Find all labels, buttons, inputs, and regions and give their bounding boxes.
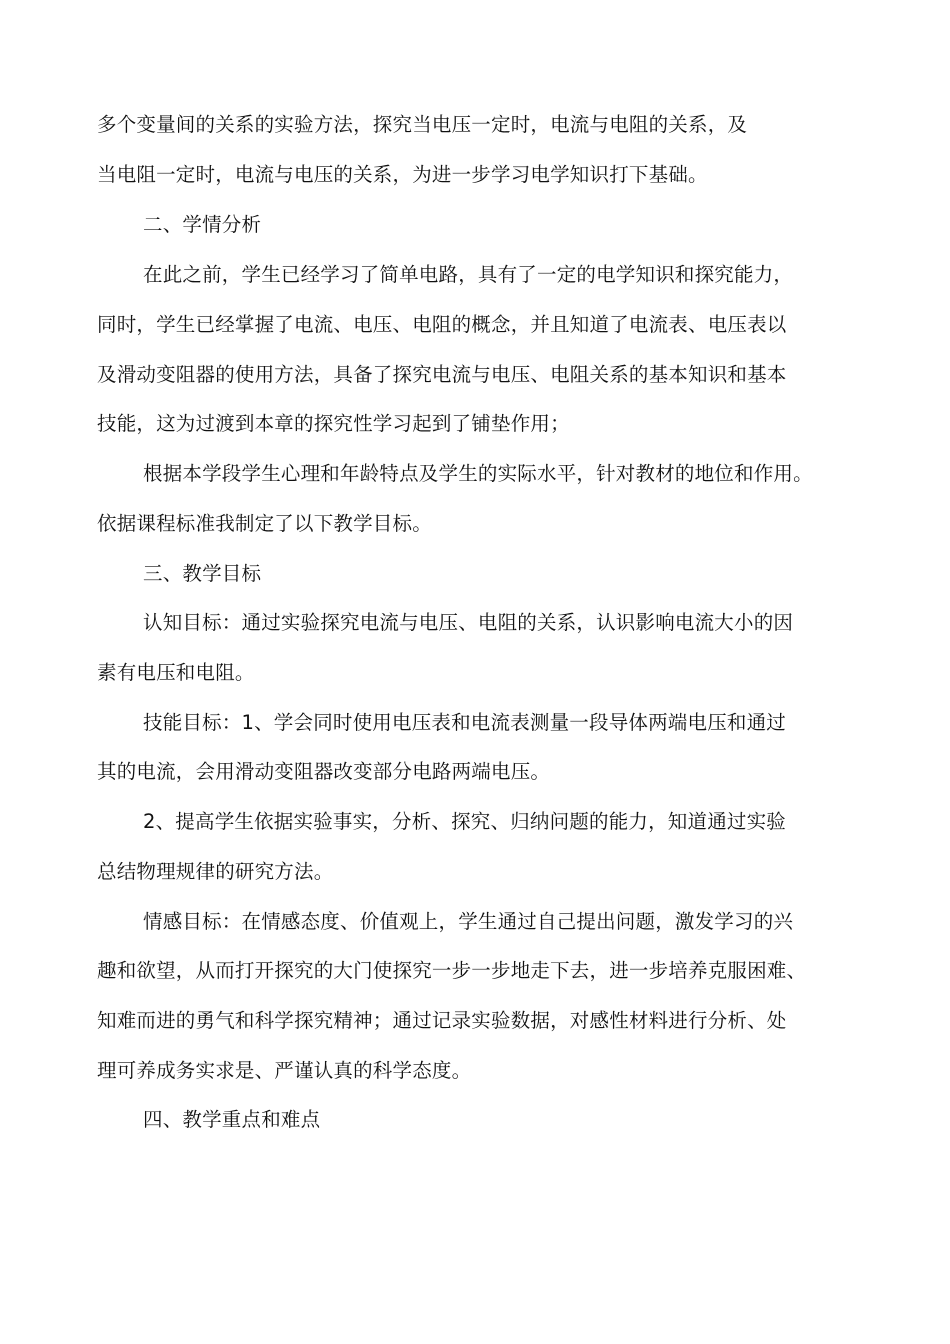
section-heading-student-analysis: 二、学情分析 <box>143 213 262 236</box>
paragraph-line: 理可养成务实求是、严谨认真的科学态度。 <box>97 1059 472 1082</box>
paragraph-line: 及滑动变阻器的使用方法，具备了探究电流与电压、电阻关系的基本知识和基本 <box>97 363 787 386</box>
paragraph-line: 技能目标：1、学会同时使用电压表和电流表测量一段导体两端电压和通过 <box>143 711 787 734</box>
paragraph-line: 技能，这为过渡到本章的探究性学习起到了铺垫作用； <box>97 412 570 435</box>
paragraph-line: 知难而进的勇气和科学探究精神；通过记录实验数据，对感性材料进行分析、处 <box>97 1009 787 1032</box>
section-heading-key-points: 四、教学重点和难点 <box>143 1108 321 1131</box>
paragraph-line: 2、提高学生依据实验事实，分析、探究、归纳问题的能力，知道通过实验 <box>143 810 787 833</box>
paragraph-line: 多个变量间的关系的实验方法，探究当电压一定时，电流与电阻的关系，及 <box>97 113 748 136</box>
paragraph-line: 在此之前，学生已经学习了简单电路，具有了一定的电学知识和探究能力， <box>143 263 794 286</box>
paragraph-line: 素有电压和电阻。 <box>97 661 255 684</box>
paragraph-line: 趣和欲望，从而打开探究的大门使探究一步一步地走下去，进一步培养克服困难、 <box>97 959 807 982</box>
paragraph-line: 其的电流，会用滑动变阻器改变部分电路两端电压。 <box>97 760 551 783</box>
paragraph-line: 同时，学生已经掌握了电流、电压、电阻的概念，并且知道了电流表、电压表以 <box>97 313 787 336</box>
paragraph-line: 情感目标：在情感态度、价值观上，学生通过自己提出问题，激发学习的兴 <box>143 910 794 933</box>
paragraph-line: 依据课程标准我制定了以下教学目标。 <box>97 512 432 535</box>
paragraph-line: 当电阻一定时，电流与电压的关系，为进一步学习电学知识打下基础。 <box>97 163 708 186</box>
paragraph-line: 总结物理规律的研究方法。 <box>97 860 334 883</box>
paragraph-line: 认知目标：通过实验探究电流与电压、电阻的关系，认识影响电流大小的因 <box>143 611 794 634</box>
section-heading-teaching-goals: 三、教学目标 <box>143 562 262 585</box>
paragraph-line: 根据本学段学生心理和年龄特点及学生的实际水平，针对教材的地位和作用。 <box>143 462 813 485</box>
